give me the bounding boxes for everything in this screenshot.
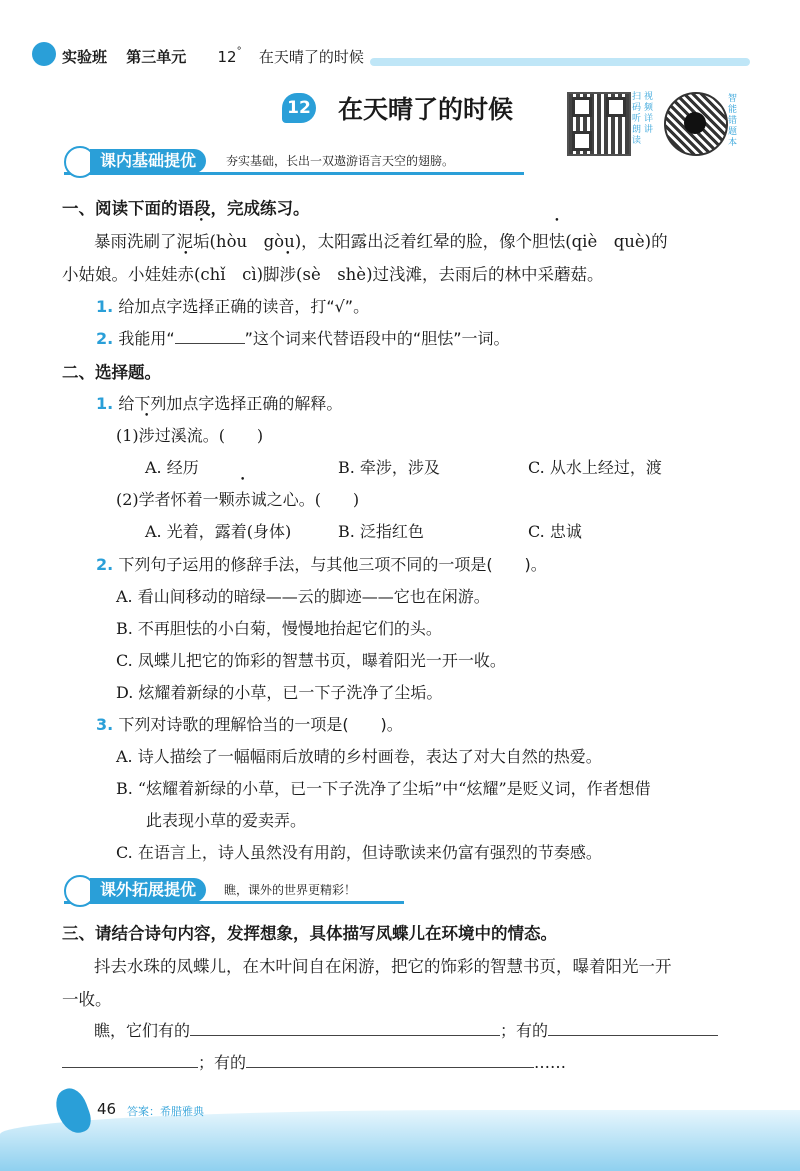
section-badge-2: 课外拓展提优 bbox=[90, 878, 206, 902]
header-line bbox=[370, 58, 750, 66]
header-logo-icon bbox=[32, 42, 56, 66]
dotted-char: 垢 bbox=[193, 232, 210, 251]
dotted-char: 赤 bbox=[177, 265, 194, 284]
option-b[interactable]: B. 牵涉，涉及 bbox=[338, 458, 440, 477]
item-number: 2. bbox=[96, 555, 114, 574]
answer-blank[interactable] bbox=[548, 1019, 718, 1036]
header-lesson-title: 在天晴了的时候 bbox=[258, 48, 364, 66]
passage-text: 小姑娘。小娃娃 bbox=[62, 265, 178, 284]
qr-code-errorbook[interactable] bbox=[664, 92, 728, 156]
item-text: 我能用“ bbox=[118, 329, 175, 348]
item-number: 1. bbox=[96, 394, 114, 413]
q2-sub3 bbox=[96, 712, 403, 735]
passage-text: (sè shè)过浅滩，去雨后的林中采蘑菇。 bbox=[296, 265, 604, 284]
option-c[interactable]: C. 从水上经过，渡 bbox=[528, 458, 662, 477]
header-brand: 实验班 bbox=[62, 48, 108, 66]
q1-sub1 bbox=[96, 294, 369, 317]
q2-sub1 bbox=[96, 391, 342, 414]
q2-sub1-part2 bbox=[116, 487, 359, 510]
header-lesson-num: 12 bbox=[217, 48, 237, 66]
passage-text: (qiè què)的 bbox=[565, 232, 668, 251]
option-a[interactable]: A. 经历 bbox=[145, 458, 199, 477]
fill-text: ；有的 bbox=[500, 1021, 549, 1040]
lesson-number-badge: 12 bbox=[282, 93, 316, 123]
qr-label-errorbook: 智能错题本 bbox=[728, 94, 738, 148]
section-banner-2 bbox=[64, 875, 404, 905]
item-text: 下列句子运用的修辞手法，与其他三项不同的一项是( )。 bbox=[118, 555, 547, 574]
lesson-title: 在天晴了的时候 bbox=[338, 95, 514, 124]
header-unit: 第三单元 bbox=[126, 48, 187, 66]
section-badge-1: 课内基础提优 bbox=[90, 149, 206, 173]
option-b[interactable]: B. 泛指红色 bbox=[338, 522, 424, 541]
page-number: 46 bbox=[97, 1100, 117, 1118]
option-a[interactable]: A. 光着，露着(身体) bbox=[145, 522, 292, 541]
item-text: 过溪流。( ) bbox=[154, 426, 264, 445]
option-a[interactable]: A. 诗人描绘了一幅幅雨后放晴的乡村画卷，表达了对大自然的热爱。 bbox=[116, 747, 602, 766]
q2-sub1-part1 bbox=[116, 423, 263, 446]
qr-label-video bbox=[632, 92, 656, 147]
item-text: (2)学者怀着一颗 bbox=[116, 490, 235, 509]
footer-answer: 答案：希腊雅典 bbox=[127, 1105, 204, 1118]
section-note-1: 夯实基础，长出一双遨游语言天空的翅膀。 bbox=[226, 154, 455, 168]
q3-poem-line1: 抖去水珠的凤蝶儿，在木叶间自在闲游，把它的饰彩的智慧书页，曝着阳光一开 bbox=[94, 957, 672, 976]
fill-text: …… bbox=[534, 1053, 567, 1072]
passage-text: (hòu gòu)，太阳露出泛着红晕的脸，像个胆 bbox=[209, 232, 549, 251]
dotted-char: 涉 bbox=[279, 265, 297, 284]
item-number: 1. bbox=[96, 297, 114, 316]
q2-sub2 bbox=[96, 552, 547, 575]
item-text: ”这个词来代替语段中的“胆怯”一词。 bbox=[244, 329, 510, 348]
item-text: 给加点字选择正确的读音，打“√”。 bbox=[118, 297, 370, 316]
answer-blank[interactable] bbox=[246, 1051, 534, 1068]
q1-passage-line1 bbox=[94, 228, 668, 252]
dotted-char: 怯 bbox=[548, 232, 566, 251]
q2-title: 二、选择题。 bbox=[62, 363, 161, 382]
q1-title: 一、阅读下面的语段，完成练习。 bbox=[62, 199, 310, 218]
section-banner-1 bbox=[64, 146, 524, 176]
item-text: 给下列加点字选择正确的解释。 bbox=[118, 394, 343, 413]
option-b[interactable]: B. “炫耀着新绿的小草，已一下子洗净了尘垢”中“炫耀”是贬义词，作者想借 bbox=[116, 779, 651, 798]
q1-sub2 bbox=[96, 326, 509, 349]
answer-blank[interactable] bbox=[62, 1051, 198, 1068]
fill-text: ；有的 bbox=[198, 1053, 247, 1072]
fill-text: 瞧，它们有的 bbox=[94, 1021, 191, 1040]
option-d[interactable]: D. 炫耀着新绿的小草，已一下子洗净了尘垢。 bbox=[116, 683, 443, 702]
option-c[interactable]: C. 在语言上，诗人虽然没有用韵，但诗歌读来仍富有强烈的节奏感。 bbox=[116, 843, 602, 862]
dotted-char: 涉 bbox=[138, 426, 155, 445]
q1-passage-line2 bbox=[62, 261, 604, 285]
option-b[interactable]: B. 不再胆怯的小白菊，慢慢地抬起它们的头。 bbox=[116, 619, 442, 638]
qr-label-video-2: 视频详讲 bbox=[644, 92, 654, 135]
lesson-title-block bbox=[282, 90, 513, 126]
header-bar: 实验班 第三单元 12° 在天晴了的时候 bbox=[0, 40, 800, 72]
option-a[interactable]: A. 看山间移动的暗绿——云的脚迹——它也在闲游。 bbox=[116, 587, 490, 606]
answer-blank[interactable] bbox=[175, 327, 245, 344]
qr-code-video[interactable] bbox=[567, 92, 631, 156]
item-number: 2. bbox=[96, 329, 114, 348]
item-number: 3. bbox=[96, 715, 114, 734]
q3-fill-line1 bbox=[94, 1018, 718, 1041]
q3-poem-line2: 一收。 bbox=[62, 990, 112, 1009]
passage-text: 暴雨洗刷了泥 bbox=[94, 232, 193, 251]
item-text: (1) bbox=[116, 426, 139, 445]
qr-label-video-1: 扫码听朗读 bbox=[632, 92, 642, 146]
item-text: 下列对诗歌的理解恰当的一项是( )。 bbox=[118, 715, 403, 734]
option-c[interactable]: C. 凤蝶儿把它的饰彩的智慧书页，曝着阳光一开一收。 bbox=[116, 651, 506, 670]
section-note-2: 瞧，课外的世界更精彩！ bbox=[224, 883, 357, 897]
item-text: 诚之心。( ) bbox=[250, 490, 360, 509]
passage-text: (chǐ cì)脚 bbox=[194, 265, 280, 284]
answer-blank[interactable] bbox=[190, 1019, 500, 1036]
q3-fill-line2 bbox=[62, 1050, 566, 1073]
option-b-continued: 此表现小草的爱卖弄。 bbox=[146, 811, 307, 830]
option-c[interactable]: C. 忠诚 bbox=[528, 522, 582, 541]
footer-wave bbox=[0, 1110, 800, 1171]
dotted-char: 赤 bbox=[234, 490, 251, 509]
q3-title: 三、请结合诗句内容，发挥想象，具体描写凤蝶儿在环境中的情态。 bbox=[62, 924, 557, 943]
